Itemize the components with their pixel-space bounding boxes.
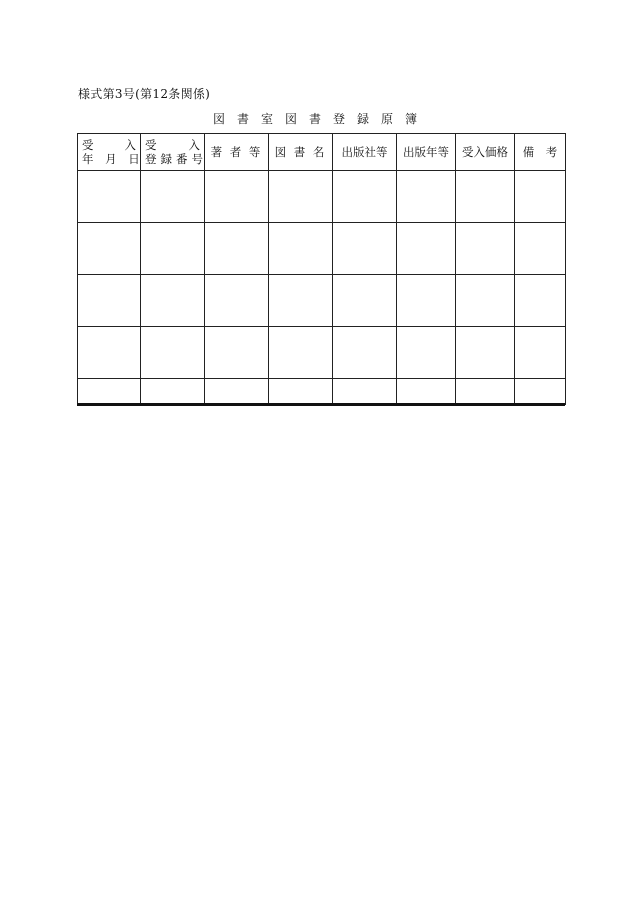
- table-cell: [456, 275, 515, 327]
- table-cell: [78, 223, 141, 275]
- header-row: [78, 134, 566, 171]
- table-cell: [456, 171, 515, 223]
- table-cell: [397, 327, 456, 379]
- table-cell: [205, 171, 269, 223]
- table-cell: [78, 379, 141, 405]
- table-cell: [78, 275, 141, 327]
- table-cell: [333, 223, 397, 275]
- header-acceptance-number-line1-right: 入: [188, 138, 200, 152]
- table-cell: [78, 327, 141, 379]
- table-cell: [141, 327, 205, 379]
- table-cell: [205, 223, 269, 275]
- table-cell: [333, 379, 397, 405]
- document-title: 図書室図書登録原簿: [212, 112, 429, 126]
- table-cell: [269, 327, 333, 379]
- header-publication-year: 出版年等: [397, 134, 456, 171]
- header-acceptance-date-line2: 年 月 日: [82, 152, 144, 166]
- header-publisher: 出版社等: [333, 134, 397, 171]
- table-cell: [456, 379, 515, 405]
- header-acceptance-date: [78, 134, 144, 171]
- table-cell: [397, 171, 456, 223]
- table-cell: [141, 379, 205, 405]
- header-acceptance-date-line1-right: 入: [124, 138, 136, 152]
- table-cell: [269, 275, 333, 327]
- header-remarks: 備 考: [515, 134, 566, 171]
- table-cell: [205, 379, 269, 405]
- table-cell: [78, 171, 141, 223]
- table-cell: [515, 275, 566, 327]
- header-acceptance-number: [141, 134, 205, 171]
- table-cell: [269, 379, 333, 405]
- header-acceptance-number-line1-left: 受: [145, 138, 157, 152]
- table-row: [78, 379, 566, 405]
- table-row: [78, 171, 566, 223]
- header-book-title: 図 書 名: [269, 134, 333, 171]
- header-acceptance-price: 受入価格: [456, 134, 515, 171]
- table-cell: [141, 223, 205, 275]
- header-acceptance-number-line2: 登録番号: [145, 152, 207, 166]
- table-cell: [333, 171, 397, 223]
- table-cell: [205, 327, 269, 379]
- table-cell: [515, 379, 566, 405]
- table-cell: [456, 327, 515, 379]
- table-cell: [456, 223, 515, 275]
- table-cell: [397, 379, 456, 405]
- table-cell: [333, 275, 397, 327]
- table-cell: [515, 327, 566, 379]
- header-acceptance-date-line1-left: 受: [82, 138, 94, 152]
- table-cell: [141, 171, 205, 223]
- table-cell: [515, 171, 566, 223]
- table-row: [78, 275, 566, 327]
- table-bottom-rule: [77, 403, 565, 406]
- registration-ledger-table: [77, 133, 566, 405]
- table-cell: [333, 327, 397, 379]
- table-cell: [397, 223, 456, 275]
- table-cell: [269, 223, 333, 275]
- table-cell: [205, 275, 269, 327]
- table-cell: [141, 275, 205, 327]
- table-row: [78, 223, 566, 275]
- table-cell: [397, 275, 456, 327]
- table-row: [78, 327, 566, 379]
- table-cell: [269, 171, 333, 223]
- table-cell: [515, 223, 566, 275]
- header-author: 著 者 等: [205, 134, 269, 171]
- form-number: 様式第3号(第12条関係): [78, 87, 211, 101]
